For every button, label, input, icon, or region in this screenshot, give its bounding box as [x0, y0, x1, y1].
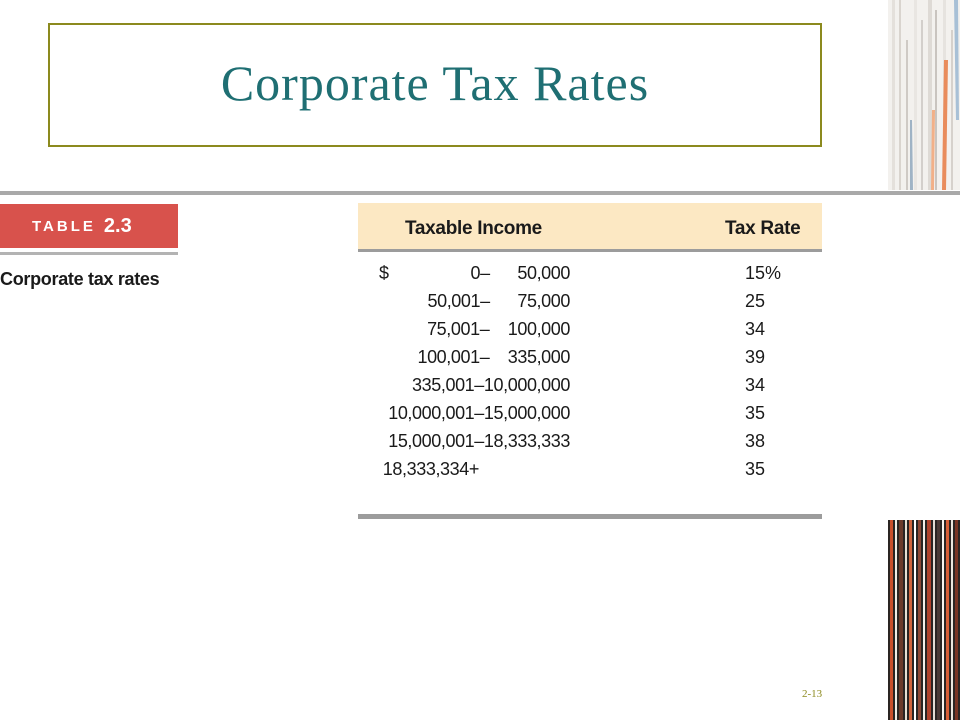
decorative-stripes-bottom [888, 520, 960, 720]
row-rate: 39 [745, 347, 766, 367]
row-rate: 25 [745, 291, 766, 311]
header-rule [358, 249, 822, 252]
page-number: 2-13 [802, 688, 823, 700]
row-rate: 15% [745, 263, 782, 283]
table-badge-number: 2.3 [103, 214, 132, 237]
row-rate: 34 [745, 319, 766, 339]
table-caption: Corporate tax rates [0, 269, 160, 289]
stripes-art-top [888, 0, 960, 190]
header-tax-rate: Tax Rate [725, 218, 801, 239]
currency-symbol: $ [379, 263, 390, 283]
table-row [358, 263, 822, 291]
table-row [358, 431, 822, 459]
title-box [48, 23, 822, 147]
row-income: 50,001– 75,000 [427, 291, 570, 311]
table-row [358, 403, 822, 431]
table-row [358, 319, 822, 347]
slide-title: Corporate Tax Rates [220, 55, 650, 111]
row-income: 75,001– 100,000 [427, 319, 570, 339]
row-income: 335,001–10,000,000 [412, 375, 570, 395]
tax-table [358, 203, 822, 521]
badge-underline [0, 252, 178, 255]
table-badge-word: TABLE [32, 217, 96, 235]
bottom-rule [358, 514, 822, 519]
row-rate: 35 [745, 459, 766, 479]
table-row [358, 459, 822, 487]
table-row [358, 291, 822, 319]
stripes-art-bottom [888, 520, 960, 720]
row-income: 18,333,334+ [382, 459, 479, 479]
row-income: 15,000,001–18,333,333 [388, 431, 570, 451]
row-rate: 38 [745, 431, 766, 451]
row-income: 0– 50,000 [470, 263, 570, 283]
row-rate: 34 [745, 375, 766, 395]
horizontal-divider [0, 191, 960, 195]
table-badge [0, 204, 178, 248]
decorative-stripes-top [888, 0, 960, 190]
header-taxable-income: Taxable Income [405, 218, 542, 239]
row-rate: 35 [745, 403, 766, 423]
row-income: 100,001– 335,000 [417, 347, 570, 367]
row-income: 10,000,001–15,000,000 [388, 403, 570, 423]
table-row [358, 347, 822, 375]
table-header [358, 203, 822, 249]
table-row [358, 375, 822, 403]
